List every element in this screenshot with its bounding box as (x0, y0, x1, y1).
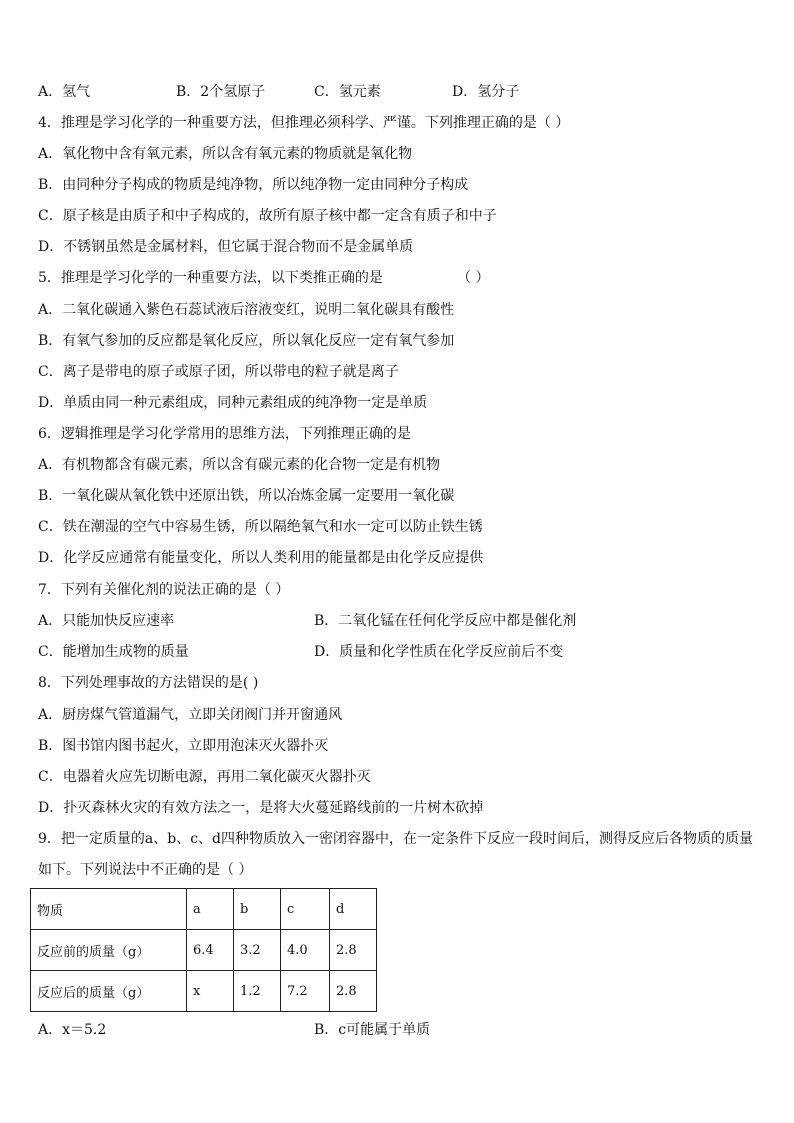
question-6-option-b: B．一氧化碳从氧化铁中还原出铁，所以冶炼金属一定要用一氧化碳 (38, 488, 455, 504)
question-6-stem: 6．逻辑推理是学习化学常用的思维方法，下列推理正确的是 (38, 426, 411, 442)
question-5-option-c: C．离子是带电的原子或原子团，所以带电的粒子就是离子 (38, 364, 399, 380)
question-7-stem: 7．下列有关催化剂的说法正确的是（ ） (38, 582, 290, 598)
table-cell: 4.0 (281, 930, 330, 971)
question-4-stem: 4．推理是学习化学的一种重要方法，但推理必须科学、严谨。下列推理正确的是（ ） (38, 115, 570, 131)
question-8-stem: 8．下列处理事故的方法错误的是( ) (38, 675, 259, 691)
table-cell: 2.8 (330, 930, 377, 971)
table-row (31, 971, 377, 1012)
table-header-cell: c (281, 889, 330, 930)
question-4-option-c: C．原子核是由质子和中子构成的，故所有原子核中都一定含有质子和中子 (38, 208, 497, 224)
table-cell: 6.4 (187, 930, 234, 971)
table-cell: 7.2 (281, 971, 330, 1012)
question-6-option-a: A．有机物都含有碳元素，所以含有碳元素的化合物一定是有机物 (38, 457, 441, 473)
table-header-cell: a (187, 889, 234, 930)
prev-option-a: A．氢气 (38, 84, 91, 100)
prev-option-d: D．氢分子 (452, 84, 520, 100)
table-header-cell: b (234, 889, 281, 930)
table-cell: x (187, 971, 234, 1012)
question-5-bracket: （ ） (457, 270, 490, 286)
question-9-option-a: A．x＝5.2 (38, 1022, 107, 1038)
question-7-option-d: D．质量和化学性质在化学反应前后不变 (314, 644, 564, 660)
table-cell: 反应后的质量（g） (31, 971, 187, 1012)
question-9-mass-table (30, 888, 377, 1012)
question-5-option-d: D．单质由同一种元素组成，同种元素组成的纯净物一定是单质 (38, 395, 428, 411)
question-7-option-a: A．只能加快反应速率 (38, 613, 175, 629)
question-4-option-d: D．不锈钢虽然是金属材料，但它属于混合物而不是金属单质 (38, 239, 414, 255)
question-6-option-d: D．化学反应通常有能量变化，所以人类利用的能量都是由化学反应提供 (38, 550, 484, 566)
question-8-option-a: A．厨房煤气管道漏气，立即关闭阀门并开窗通风 (38, 707, 343, 723)
question-5-stem: 5．推理是学习化学的一种重要方法，以下类推正确的是 (38, 270, 383, 286)
question-7-option-c: C．能增加生成物的质量 (38, 644, 189, 660)
question-5-option-a: A．二氧化碳通入紫色石蕊试液后溶液变红，说明二氧化碳具有酸性 (38, 302, 455, 318)
question-6-option-c: C．铁在潮湿的空气中容易生锈，所以隔绝氧气和水一定可以防止铁生锈 (38, 519, 483, 535)
prev-option-b: B．2个氢原子 (176, 84, 266, 100)
question-5-option-b: B．有氧气参加的反应都是氧化反应，所以氧化反应一定有氧气参加 (38, 333, 455, 349)
question-8-option-c: C．电器着火应先切断电源，再用二氧化碳灭火器扑灭 (38, 769, 371, 785)
question-9-stem-line-2: 如下。下列说法中不正确的是（ ） (38, 862, 253, 878)
question-4-option-b: B．由同种分子构成的物质是纯净物，所以纯净物一定由同种分子构成 (38, 177, 469, 193)
table-header-cell: 物质 (31, 889, 187, 930)
question-4-option-a: A．氧化物中含有氧元素，所以含有氧元素的物质就是氧化物 (38, 146, 413, 162)
question-9-stem-line-1: 9．把一定质量的a、b、c、d四种物质放入一密闭容器中，在一定条件下反应一段时间后，测得反应后各物质的质量 (38, 831, 754, 847)
question-8-option-b: B．图书馆内图书起火，立即用泡沫灭火器扑灭 (38, 738, 329, 754)
prev-option-c: C．氢元素 (314, 84, 381, 100)
question-8-option-d: D．扑灭森林火灾的有效方法之一，是将大火蔓延路线前的一片树木砍掉 (38, 800, 484, 816)
table-header-row (31, 889, 377, 930)
table-header-cell: d (330, 889, 377, 930)
table-cell: 反应前的质量（g） (31, 930, 187, 971)
question-9-option-b: B．c可能属于单质 (314, 1022, 431, 1038)
table-cell: 2.8 (330, 971, 377, 1012)
table-cell: 1.2 (234, 971, 281, 1012)
table-cell: 3.2 (234, 930, 281, 971)
question-7-option-b: B．二氧化锰在任何化学反应中都是催化剂 (314, 613, 577, 629)
table-row (31, 930, 377, 971)
